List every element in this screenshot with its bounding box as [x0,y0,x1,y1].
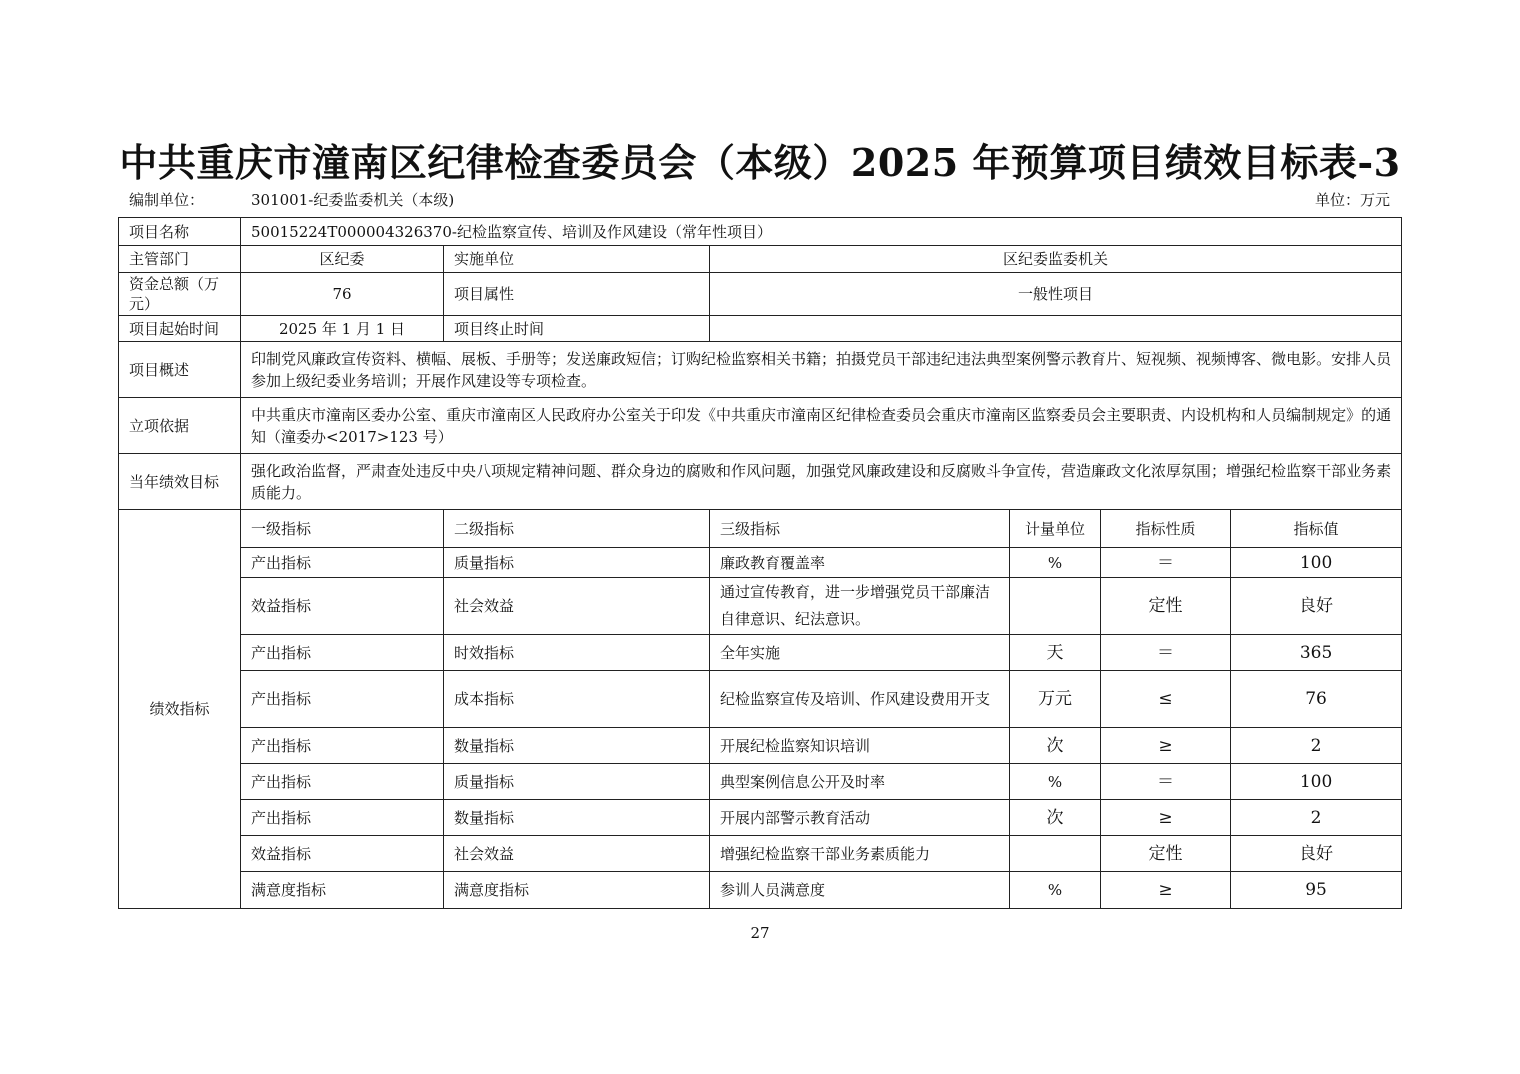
goal-value: 强化政治监督，严肃查处违反中央八项规定精神问题、群众身边的腐败和作风问题，加强党风廉政建设和反腐败斗争宣传，营造廉政文化浓厚氛围；增强纪检监察干部业务素质能力。 [241,454,1402,510]
level2-cell: 质量指标 [444,548,710,578]
value-cell: 良好 [1231,578,1402,635]
level3-cell: 纪检监察宣传及培训、作风建设费用开支 [710,671,1010,728]
header-unit: 计量单位 [1010,510,1101,548]
indicator-row [119,548,1402,578]
indicator-row [119,872,1402,909]
unit-cell [1010,836,1101,872]
nature-cell: ≥ [1101,800,1231,836]
level2-cell: 质量指标 [444,764,710,800]
nature-cell: ＝ [1101,764,1231,800]
level3-cell: 参训人员满意度 [710,872,1010,909]
nature-cell: 定性 [1101,578,1231,635]
level2-cell: 数量指标 [444,800,710,836]
value-cell: 2 [1231,728,1402,764]
unit-cell: 次 [1010,728,1101,764]
indicator-row [119,635,1402,671]
indicator-section-label: 绩效指标 [119,510,241,909]
header-nature: 指标性质 [1101,510,1231,548]
fund-label: 资金总额（万元） [119,273,241,316]
header-level1: 一级指标 [241,510,444,548]
value-cell: 良好 [1231,836,1402,872]
dept-label: 主管部门 [119,246,241,273]
page-title: 中共重庆市潼南区纪律检查委员会（本级）2025 年预算项目绩效目标表-3 [119,140,1401,185]
indicator-row [119,578,1402,635]
basis-value: 中共重庆市潼南区委办公室、重庆市潼南区人民政府办公室关于印发《中共重庆市潼南区纪律检查委员会重庆市潼南区监察委员会主要职责、内设机构和人员编制规定》的通知（潼委办<2017>123 号） [241,398,1402,454]
row-project-name [119,218,1402,246]
project-name-value: 50015224T000004326370-纪检监察宣传、培训及作风建设（常年性项目） [241,218,1402,246]
level1-cell: 产出指标 [241,764,444,800]
project-name-label: 项目名称 [119,218,241,246]
unit-cell: % [1010,764,1101,800]
unit-cell: 次 [1010,800,1101,836]
unit-cell [1010,578,1101,635]
level2-cell: 满意度指标 [444,872,710,909]
page-number: 27 [750,924,770,942]
row-basis [119,398,1402,454]
indicator-header-row [119,510,1402,548]
level1-cell: 满意度指标 [241,872,444,909]
level3-cell: 开展纪检监察知识培训 [710,728,1010,764]
level1-cell: 产出指标 [241,548,444,578]
level1-cell: 效益指标 [241,836,444,872]
attr-value: 一般性项目 [710,273,1402,316]
indicator-row [119,671,1402,728]
nature-cell: ≥ [1101,872,1231,909]
start-value: 2025 年 1 月 1 日 [241,316,444,342]
overview-label: 项目概述 [119,342,241,398]
nature-cell: ＝ [1101,635,1231,671]
goal-label: 当年绩效目标 [119,454,241,510]
dept-value: 区纪委 [241,246,444,273]
indicator-row [119,764,1402,800]
value-cell: 100 [1231,764,1402,800]
end-value [710,316,1402,342]
impl-value: 区纪委监委机关 [710,246,1402,273]
unit-cell: % [1010,872,1101,909]
level1-cell: 产出指标 [241,635,444,671]
level1-cell: 产出指标 [241,728,444,764]
start-label: 项目起始时间 [119,316,241,342]
level3-cell: 典型案例信息公开及时率 [710,764,1010,800]
unit-cell: 天 [1010,635,1101,671]
level3-cell: 开展内部警示教育活动 [710,800,1010,836]
level1-cell: 产出指标 [241,800,444,836]
compiler-value: 301001-纪委监委机关（本级) [251,191,455,209]
value-cell: 95 [1231,872,1402,909]
level2-cell: 成本指标 [444,671,710,728]
basis-label: 立项依据 [119,398,241,454]
row-overview [119,342,1402,398]
level2-cell: 社会效益 [444,578,710,635]
unit-cell: % [1010,548,1101,578]
nature-cell: ≥ [1101,728,1231,764]
fund-value: 76 [241,273,444,316]
value-cell: 2 [1231,800,1402,836]
level3-cell: 通过宣传教育，进一步增强党员干部廉洁自律意识、纪法意识。 [710,578,1010,635]
value-cell: 365 [1231,635,1402,671]
nature-cell: ≤ [1101,671,1231,728]
header-value: 指标值 [1231,510,1402,548]
indicator-row [119,728,1402,764]
value-cell: 100 [1231,548,1402,578]
indicator-row [119,836,1402,872]
unit-cell: 万元 [1010,671,1101,728]
row-period [119,316,1402,342]
compiler-label: 编制单位： [129,191,205,209]
row-department [119,246,1402,273]
nature-cell: 定性 [1101,836,1231,872]
end-label: 项目终止时间 [444,316,710,342]
unit-label: 单位：万元 [1314,191,1390,209]
impl-label: 实施单位 [444,246,710,273]
level3-cell: 增强纪检监察干部业务素质能力 [710,836,1010,872]
row-fund [119,273,1402,316]
header-level2: 二级指标 [444,510,710,548]
level1-cell: 效益指标 [241,578,444,635]
performance-table [118,217,1402,909]
level2-cell: 数量指标 [444,728,710,764]
header-level3: 三级指标 [710,510,1010,548]
level2-cell: 时效指标 [444,635,710,671]
level1-cell: 产出指标 [241,671,444,728]
level3-cell: 廉政教育覆盖率 [710,548,1010,578]
level3-cell: 全年实施 [710,635,1010,671]
value-cell: 76 [1231,671,1402,728]
level2-cell: 社会效益 [444,836,710,872]
indicator-row [119,800,1402,836]
overview-value: 印制党风廉政宣传资料、横幅、展板、手册等；发送廉政短信；订购纪检监察相关书籍；拍摄党员干部违纪违法典型案例警示教育片、短视频、视频博客、微电影。安排人员参加上级纪委业务培训；开展作风建设等专项检查。 [241,342,1402,398]
attr-label: 项目属性 [444,273,710,316]
row-goal [119,454,1402,510]
nature-cell: ＝ [1101,548,1231,578]
